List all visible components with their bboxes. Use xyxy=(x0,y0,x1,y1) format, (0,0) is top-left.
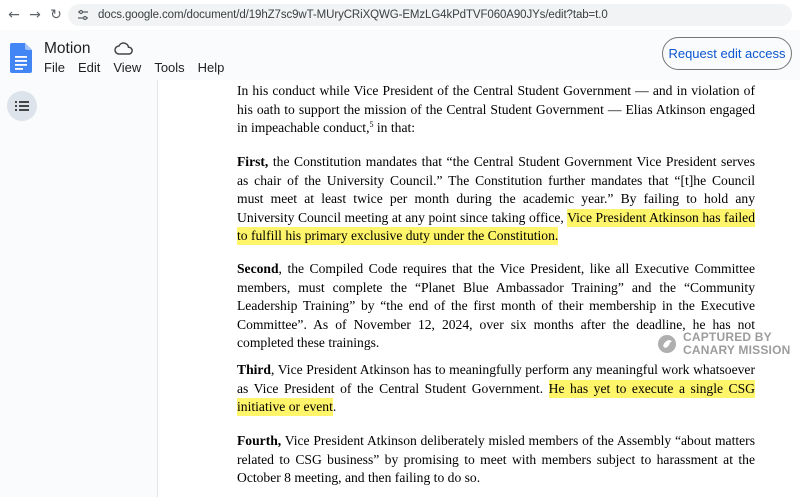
docs-logo-icon[interactable] xyxy=(10,43,32,73)
reload-icon[interactable]: ↻ xyxy=(50,7,62,23)
menu-bar xyxy=(44,60,237,76)
show-outline-button[interactable] xyxy=(7,91,37,121)
menu-view[interactable]: View xyxy=(113,60,142,75)
canary-mission-logo-icon xyxy=(657,334,677,354)
document-paragraph xyxy=(237,361,755,417)
paragraph-text: . xyxy=(332,399,337,414)
document-canvas[interactable] xyxy=(159,80,800,497)
outline-panel xyxy=(0,80,158,497)
bold-lead-text: Third xyxy=(237,362,271,377)
menu-file[interactable]: File xyxy=(44,60,65,75)
watermark-line-2: CANARY MISSION xyxy=(683,343,791,357)
address-bar[interactable] xyxy=(68,4,792,26)
forward-arrow-icon[interactable]: → xyxy=(29,7,41,23)
document-paragraph xyxy=(237,153,755,246)
highlighted-text: Vice President Atkinson has failed to fulfill his primary exclusive duty under the Constitution. xyxy=(237,209,755,243)
footnote-reference: 5 xyxy=(369,120,374,129)
browser-toolbar xyxy=(0,0,800,30)
url-text: docs.google.com/document/d/19hZ7sc9wT-MUryCRiXQWG-EMzLG4kPdTVF060A90JYs/edit?tab=t.0 xyxy=(98,9,608,21)
bold-lead-text: First, xyxy=(237,154,269,169)
request-edit-access-button[interactable]: Request edit access xyxy=(662,37,792,70)
cloud-saved-icon[interactable] xyxy=(114,41,134,57)
paragraph-text: , Vice President Atkinson has to meaningfully perform any meaningful work whatsoever as Vice President of the Central Student Government. xyxy=(237,362,755,396)
document-paragraph xyxy=(237,432,755,488)
document-title[interactable]: Motion xyxy=(44,40,91,57)
bold-lead-text: Second xyxy=(237,261,279,276)
watermark-line-1: CAPTURED BY xyxy=(683,330,772,344)
paragraph-text: Vice President Atkinson deliberately misled members of the Assembly “about matters related to CSG business” by promising to meet with members subject to harassment at the October 8 meeting, and then failing to do so. xyxy=(237,433,755,485)
menu-help[interactable]: Help xyxy=(197,60,225,75)
menu-edit[interactable]: Edit xyxy=(77,60,101,75)
bold-lead-text: Fourth, xyxy=(237,433,282,448)
paragraph-text: , the Compiled Code requires that the Vice President, like all Executive Committee members, must complete the “Planet Blue Ambassador Training” and the “Community Leadership Training” by “the end of the first month of their membership in the Executive Committee”. As of November 12, 2024, over six months after the deadline, he has not completed these trainings. xyxy=(237,261,755,350)
paragraph-text: In his conduct while Vice President of the Central Student Government — and in violation of his oath to support the mission of the Central Student Government — Elias Atkinson engaged in impeachable conduct, xyxy=(237,83,755,135)
paragraph-text: the Constitution mandates that “the Central Student Government Vice President serves as chair of the University Council.” The Constitution further mandates that “[t]he Council must meet at least twice per month during the academic year.” By failing to hold any University Council meeting at any point since taking office, xyxy=(237,154,755,225)
outline-list-icon xyxy=(15,100,29,112)
paragraph-text: in that: xyxy=(373,120,416,135)
site-info-icon[interactable] xyxy=(77,9,89,21)
menu-tools[interactable]: Tools xyxy=(154,60,185,75)
watermark xyxy=(657,331,797,359)
back-arrow-icon[interactable]: ← xyxy=(8,7,20,23)
document-paragraph xyxy=(237,82,755,138)
highlighted-text: He has yet to execute a single CSG initiative or event xyxy=(237,380,755,414)
